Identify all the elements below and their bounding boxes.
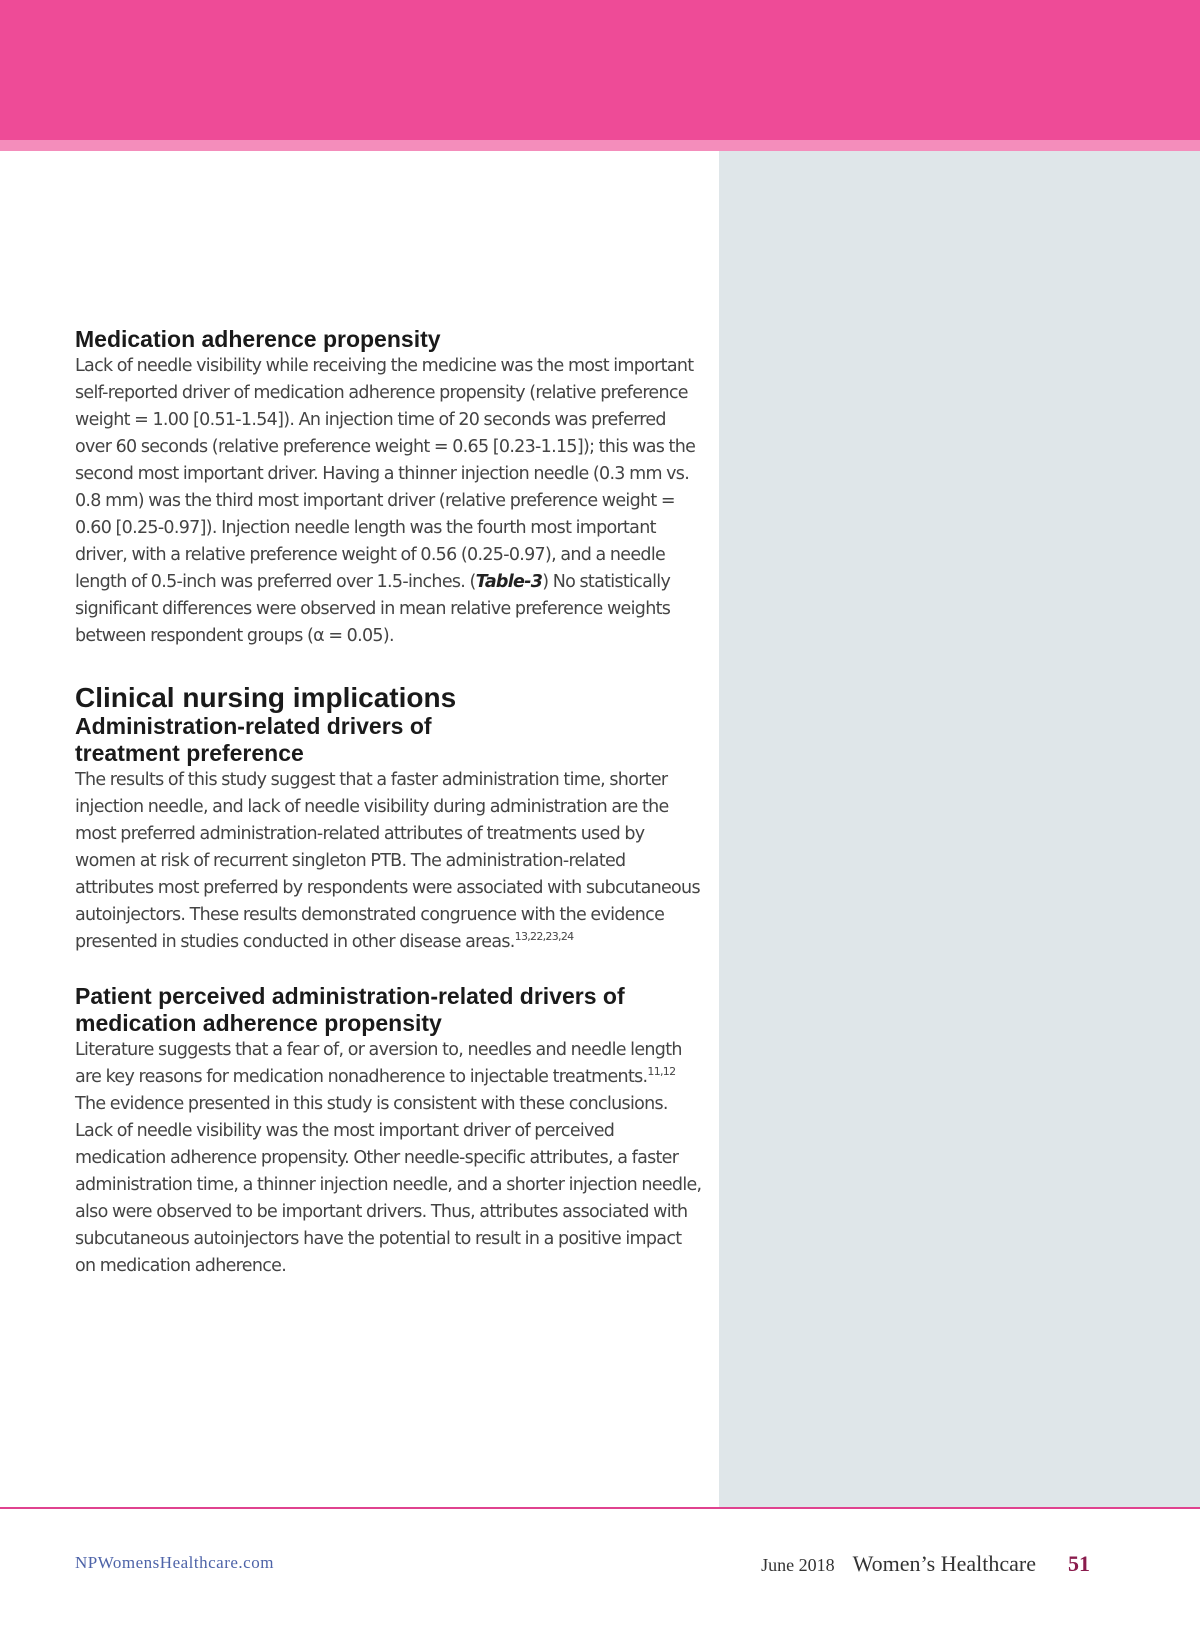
paragraph-text: The evidence presented in this study is consistent with these conclusions. Lack of needle visibility was the most important driver of perceived medication adherence propensity. Other needle-specific attributes, a faster administration time, a thinner injection needle, and a shorter injection needle, also were observed to be important drivers. Thus, attributes associated with subcutaneous autoinjectors have the potential to result in a positive impact on medication adherence. [75,1094,702,1276]
paragraph-text: ) No statistically significant differences were observed in mean relative preference weights between respondent groups (α = 0.05). [75,572,671,646]
footer-publication-info [761,1551,1090,1577]
citation-superscript: 11,12 [647,1065,676,1078]
paragraph-administration-drivers [75,767,705,956]
footer-rule [0,1507,1200,1509]
heading-patient-perceived-drivers: Patient perceived administration-related drivers of medication adherence propensity [75,983,625,1036]
paragraph-text: Lack of needle visibility while receiving the medicine was the most important self-reported driver of medication adherence propensity (relative preference weight = 1.00 [0.51-1.54]). An injection time of 20 seconds was preferred over 60 seconds (relative preference weight = 0.65 [0.23-1.15]); this was the second most important driver. Having a thinner injection needle (0.3 mm vs. 0.8 mm) was the third most important driver (relative preference weight = 0.60 [0.25-0.97]). Injection needle length was the fourth most important driver, with a relative preference weight of 0.56 (0.25-0.97), and a needle length of 0.5-inch was preferred over 1.5-inches. ( [75,356,696,592]
header-accent-stripe [0,140,1200,151]
sidebar-panel [719,151,1200,1507]
paragraph-medication-adherence [75,353,705,650]
footer-website-link[interactable]: NPWomensHealthcare.com [75,1553,274,1572]
paragraph-patient-perceived-drivers [75,1037,705,1280]
paragraph-text: The results of this study suggest that a faster administration time, shorter injection needle, and lack of needle visibility during administration are the most preferred administration-related attributes of treatments used by women at risk of recurrent singleton PTB. The administration-related attributes most preferred by respondents were associated with subcutaneous autoinjectors. These results demonstrated congruence with the evidence presented in studies conducted in other disease areas. [75,770,700,952]
article-body [75,326,705,1280]
footer-date: June 2018 [761,1555,835,1575]
header-color-band [0,0,1200,140]
heading-clinical-nursing-implications: Clinical nursing implications [75,682,457,713]
paragraph-text: Literature suggests that a fear of, or aversion to, needles and needle length are key reasons for medication nonadherence to injectable treatments. [75,1040,682,1087]
page-number: 51 [1068,1551,1090,1576]
heading-medication-adherence: Medication adherence propensity [75,326,441,352]
table-reference-link[interactable]: Table-3 [475,572,543,592]
citation-superscript: 13,22,23,24 [514,930,574,943]
footer-magazine-title: Women’s Healthcare [852,1551,1036,1576]
heading-administration-drivers: Administration-related drivers of treatment preference [75,713,432,766]
